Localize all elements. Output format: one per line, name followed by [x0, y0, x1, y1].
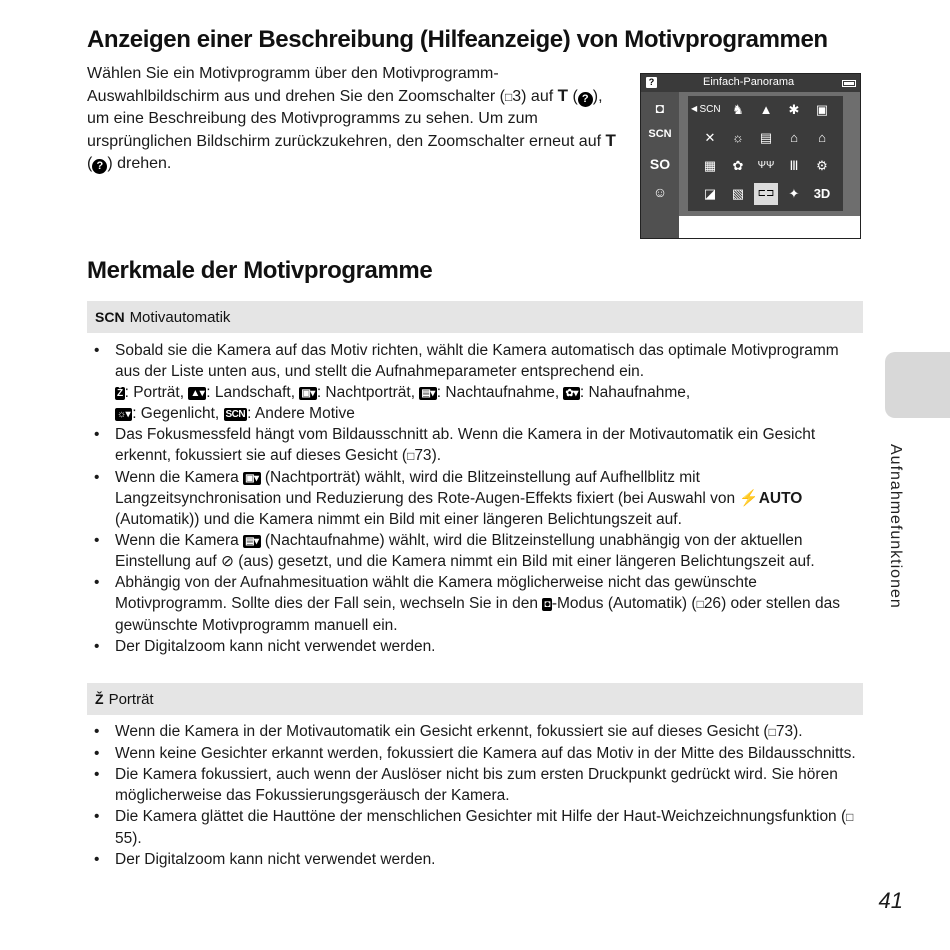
portrait-icon[interactable]: ♞: [732, 102, 744, 117]
chapter-tab: [885, 352, 950, 418]
bullet-text: ).: [132, 830, 142, 847]
motivautomatik-header: [87, 301, 863, 333]
list-item: [87, 572, 863, 636]
night-landscape-icon[interactable]: ▦: [703, 158, 717, 173]
mode-label: : Landschaft,: [206, 384, 300, 401]
camera-top-bar: [641, 74, 860, 92]
close-up-icon[interactable]: ✿: [732, 158, 744, 173]
motivautomatik-list: [87, 340, 863, 657]
list-item: [87, 721, 863, 743]
list-item: [87, 530, 863, 572]
intro-text-2: ) auf: [521, 88, 558, 105]
museum-icon[interactable]: Ⅲ: [789, 158, 799, 173]
mode-label: : Gegenlicht,: [132, 405, 224, 422]
list-item: [87, 764, 863, 806]
food-icon[interactable]: ΨΨ: [757, 160, 775, 171]
bullet-text: Wenn keine Gesichter erkannt werden, fokussiert die Kamera auf das Motiv in der Mitte des Bildausschnitts.: [115, 745, 856, 762]
portrait-icon: Ž: [117, 388, 123, 399]
bullet-text: Die Kamera glättet die Hauttöne der menschlichen Gesichter mit Hilfe der Haut-Weichzeichnungsfunktion (: [115, 808, 847, 825]
help-icon-2: ?: [92, 159, 107, 174]
bullet-text: Wenn die Kamera: [115, 532, 244, 549]
intro-ref-1: 3: [512, 88, 522, 105]
scene-auto-icon[interactable]: SCN: [699, 104, 721, 115]
landscape-icon[interactable]: ▲: [759, 102, 773, 117]
sports-icon[interactable]: ✱: [788, 102, 800, 117]
night-portrait-icon[interactable]: ▣: [815, 102, 829, 117]
portrait-list: [87, 721, 863, 870]
bullet-text: (aus) gesetzt, und die Kamera nimmt ein Bild mit einer längeren Belichtungszeit auf.: [234, 553, 815, 570]
bullet-text: ).: [793, 723, 803, 740]
night-landscape-icon: ▤▾: [245, 536, 259, 547]
book-icon: □: [407, 449, 415, 463]
mode-label: : Nachtaufnahme,: [436, 384, 564, 401]
snow-icon[interactable]: ▤: [759, 130, 773, 145]
bullet-text: Sobald sie die Kamera auf das Motiv richten, wählt die Kamera automatisch das optimale Motivprogramm aus der Liste unten aus, und stellt die Aufnahmeparameter entsprechend ein.: [115, 342, 839, 380]
scene-grid: [688, 96, 843, 211]
battery-icon: [842, 80, 856, 87]
camera-icon: ◘: [655, 100, 665, 116]
panorama-icon[interactable]: ⊏⊐: [754, 183, 778, 205]
night-portrait-icon: ▣▾: [245, 473, 259, 484]
bullet-text: Die Kamera fokussiert, auch wenn der Auslöser nicht bis zum ersten Druckpunkt gedrückt wird. Sie hören möglicherweise das Fokussierungsgeräusch der Kamera.: [115, 766, 838, 804]
night-portrait-icon: ▣▾: [301, 388, 315, 399]
tele-icon-2: T: [605, 131, 616, 150]
fireworks-icon[interactable]: ⚙: [816, 158, 828, 173]
bullet-text: (Nachtaufnahme) wählt, wird die Blitzeinstellung unabhängig von der aktuellen Einstellung auf: [115, 532, 803, 570]
bullet-text: Der Digitalzoom kann nicht verwendet werden.: [115, 851, 436, 868]
list-item: [87, 806, 863, 849]
bullet-text: Abhängig von der Aufnahmesituation wählt die Kamera möglicherweise nicht das gewünschte Motivprogramm. Sollte dies der Fall sein, wechseln Sie in den: [115, 574, 757, 612]
dusk-icon[interactable]: ⌂: [818, 130, 826, 145]
intro-text-3: ), um eine Beschreibung des Motivprogramms zu sehen. Um zum ursprünglichen Bildschirm zurückzukehren, den Zoomschalter erneut auf: [87, 88, 606, 150]
3d-icon[interactable]: 3D: [813, 186, 831, 201]
list-item: [87, 467, 863, 530]
list-item: [87, 424, 863, 467]
portrait-icon: Ž: [95, 691, 104, 707]
list-item: [87, 636, 863, 657]
page-heading: Anzeigen einer Beschreibung (Hilfeanzeige) von Motivprogrammen: [87, 26, 828, 53]
bullet-text: Das Fokusmessfeld hängt vom Bildausschnitt ab. Wenn die Kamera in der Motivautomatik ein Gesicht erkennt, fokussiert sie auf dieses Gesicht (: [115, 426, 816, 464]
motivautomatik-title: Motivautomatik: [129, 309, 231, 326]
scene-auto-icon: SCN: [95, 309, 125, 325]
close-up-icon: ✿▾: [565, 388, 578, 399]
left-arrow-icon: ◀: [691, 104, 698, 113]
list-item: [87, 743, 863, 764]
bullet-text: Der Digitalzoom kann nicht verwendet werden.: [115, 638, 436, 655]
bullet-text: -Modus (Automatik) (: [551, 595, 697, 612]
book-icon: □: [696, 597, 704, 611]
landscape-icon: ▲▾: [190, 388, 205, 399]
book-icon: □: [846, 810, 854, 824]
flash-off-icon: ⊘: [221, 553, 234, 570]
book-icon: □: [768, 725, 776, 739]
mode-label: : Porträt,: [124, 384, 189, 401]
night-landscape-icon: ▤▾: [421, 388, 435, 399]
mode-label: : Nachtporträt,: [316, 384, 420, 401]
page-ref: 26: [703, 595, 722, 612]
bullet-text: Wenn die Kamera in der Motivautomatik ein Gesicht erkennt, fokussiert sie auf dieses Gesicht (: [115, 723, 769, 740]
list-item: [87, 340, 863, 424]
pet-portrait-icon[interactable]: ✦: [788, 186, 800, 201]
camera-bottom-strip: [679, 216, 860, 238]
bullet-text: Wenn die Kamera: [115, 469, 244, 486]
section-heading: Merkmale der Motivprogramme: [87, 257, 433, 284]
intro-paragraph: Wählen Sie ein Motivprogramm über den Motivprogramm-Auswahlbildschirm aus und drehen Sie den Zoomschalter (□3) auf T ( ? ), um eine Beschreibung des Motivprogramms zu sehen. Um zum ursprünglichen Bildschirm zurückzukehren, den Zoomschalter erneut auf T ( ? ) drehen.: [87, 65, 616, 172]
smart-portrait-icon: SO: [649, 156, 671, 172]
help-icon: ?: [646, 77, 657, 88]
mode-label: : Andere Motive: [247, 405, 355, 422]
bullet-text: ).: [431, 447, 442, 464]
camera-screen-title: Einfach-Panorama: [703, 76, 795, 88]
help-icon: ?: [578, 92, 593, 107]
backlight-icon[interactable]: ▧: [731, 186, 745, 201]
tele-icon: T: [557, 86, 569, 105]
portrait-header: [87, 683, 863, 715]
smile-icon: ☺: [652, 184, 668, 200]
bullet-text: (Automatik)) und die Kamera nimmt ein Bild mit einer längeren Belichtungszeit auf.: [115, 511, 682, 528]
scene-auto-icon: SCN: [225, 409, 246, 420]
page-number: 41: [878, 888, 903, 913]
camera-icon: ◘: [544, 599, 550, 610]
intro-text-1: Wählen Sie ein Motivprogramm über den Motivprogramm-Auswahlbildschirm aus und drehen Sie den Zoomschalter (: [87, 65, 505, 105]
sunset-icon[interactable]: ⌂: [790, 130, 798, 145]
copy-icon[interactable]: ◪: [703, 186, 717, 201]
page-ref: 73: [414, 447, 432, 464]
chapter-label: Aufnahmefunktionen: [887, 444, 904, 609]
mode-label: : Nahaufnahme,: [579, 384, 691, 401]
camera-mode-column: [641, 92, 679, 238]
backlight-icon: ☼▾: [117, 409, 131, 420]
page-ref: 55: [115, 830, 133, 847]
scene-icon: SCN: [648, 128, 672, 140]
list-item: [87, 849, 863, 870]
bullet-text: (Nachtporträt) wählt, wird die Blitzeinstellung auf Aufhellblitz mit Langzeitsynchronisation und Reduzierung des Rote-Augen-Effekts fixiert (bei Auswahl von: [115, 469, 740, 507]
portrait-title: Porträt: [108, 691, 154, 708]
page-ref: 73: [775, 723, 794, 740]
intro-text-4: ) drehen.: [107, 155, 172, 172]
bullet-text: ) oder stellen das gewünschte Motivprogramm manuell ein.: [115, 595, 840, 634]
camera-screen: [640, 73, 861, 239]
book-icon: □: [505, 90, 513, 104]
beach-icon[interactable]: ☼: [732, 130, 744, 145]
party-icon[interactable]: ✕: [704, 130, 716, 145]
flash-auto-icon: ⚡AUTO: [739, 490, 803, 507]
